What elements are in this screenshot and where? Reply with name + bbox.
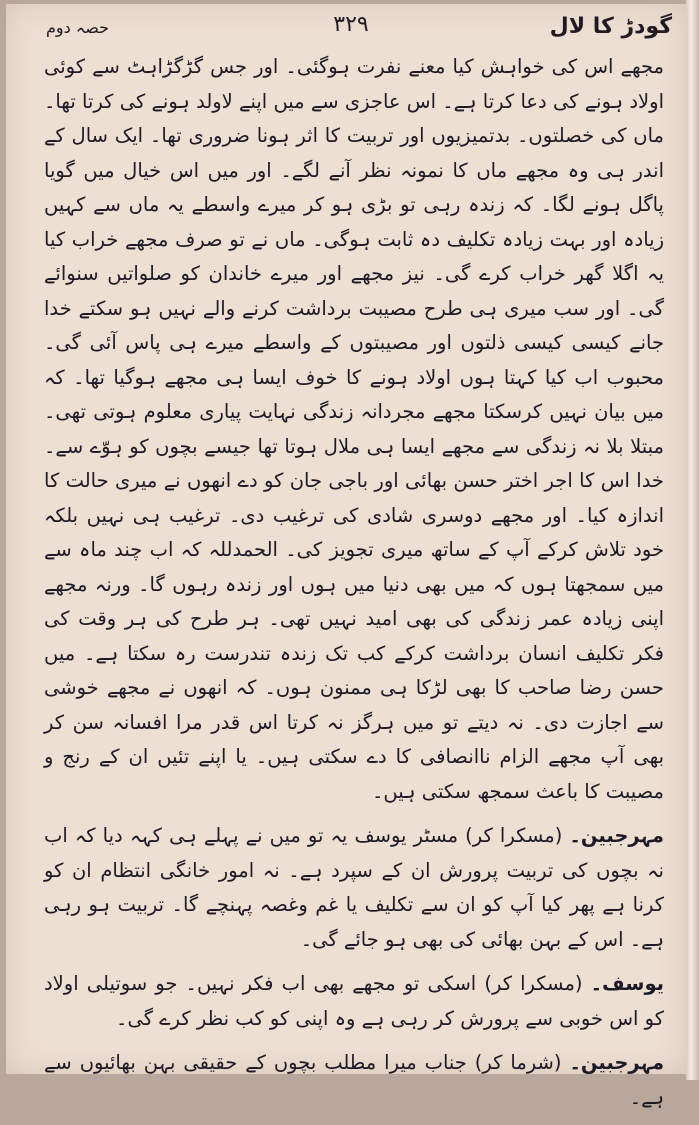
paragraph (44, 50, 664, 809)
speaker-name: مہرجبین۔ (569, 824, 664, 847)
paragraph-text: (مسکرا کر) اسکی تو مجھے بھی اب فکر نہیں۔ جو سوتیلی اولاد کو اس خوبی سے پرورش کر رہی ہے وہ اپنی کو کب نظر کرے گی۔ (44, 972, 664, 1030)
page-edge (686, 0, 699, 1080)
page-header (6, 10, 686, 50)
paragraph-text: مجھے اس کی خواہش کیا معنے نفرت ہوگئی۔ اور جس گڑگڑاہٹ سے کوئی اولاد ہونے کی دعا کرتا ہے۔ اس عاجزی سے میں اپنے لاولد ہونے کی کرتا تھا۔ ماں کی خصلتوں۔ بدتمیزیوں اور تربیت کا اثر ہونا ضروری تھا۔ ایک سال کے اندر ہی وہ مجھے ماں کا نمونہ نظر آنے لگے۔ اور میں اس خیال میں گویا پاگل ہونے لگا۔ کہ زندہ رہی تو بڑی ہو کر میرے واسطے یہ ماں سے کہیں زیادہ اور بہت زیادہ تکلیف دہ ثابت ہوگی۔ ماں نے تو صرف مجھے خراب کیا یہ اگلا گھر خراب کرے گی۔ نیز مجھے اور میرے خاندان کو صلواتیں سنوائے گی۔ اور سب میری ہی طرح مصیبت برداشت کرنے والے نہیں ہو سکتے خدا جانے کیسی کیسی ذلتوں اور مصیبتوں کے واسطے میرے ہی پاس آئی گی۔ محبوب اب کیا کہتا ہوں اولاد ہونے کا خوف ایسا ہی مجھے ہوگیا تھا۔ کہ میں بیان نہیں کرسکتا مجھے مجردانہ زندگی نہایت پیاری معلوم ہوتی تھی۔ مبتلا بلا نہ زندگی سے مجھے ایسا ہی ملال ہوتا تھا جیسے بچوں کو ہوّے سے۔ خدا اس کا اجر اختر حسن بھائی اور باجی جان کو دے انھوں نے میری حالت کا اندازہ کیا۔ اور مجھے دوسری شادی کی ترغیب دی۔ ترغیب ہی نہیں بلکہ خود تلاش کرکے آپ کے ساتھ میری تجویز کی۔ الحمدللہ کہ اب چند ماہ سے میں سمجھتا ہوں کہ میں بھی دنیا میں ہوں اور زندہ رہوں گا۔ ورنہ مجھے اپنی زیادہ عمر زندگی کی بھی امید نہیں تھی۔ ہر طرح کی ہر وقت کی فکر تکلیف انسان برداشت کرکے کب تک زندہ تندرست رہ سکتا ہے۔ میں حسن رضا صاحب کا بھی لڑکا ہی ممنون ہوں۔ کہ انھوں نے مجھے خوشی سے اجازت دی۔ نہ دیتے تو میں ہرگز نہ کرتا اس قدر مرا افسانہ سن کر بھی آپ مجھے الزام ناانصافی کا دے سکتی ہیں۔ یا اپنے تئیں ان کے رنج و مصیبت کا باعث سمجھ سکتی ہیں۔ (44, 55, 664, 803)
book-page (6, 4, 686, 1109)
paragraph-text: (شرما کر) جناب میرا مطلب بچوں کے حقیقی بہن بھائیوں سے ہے۔ (44, 1051, 664, 1109)
page-number: ۳۲۹ (333, 12, 369, 37)
book-title: گودڑ کا لال (549, 14, 672, 39)
dialogue-paragraph (44, 819, 664, 957)
speaker-name: مہرجبین۔ (569, 1051, 665, 1074)
page-body (44, 50, 664, 1125)
dialogue-paragraph (44, 1046, 664, 1115)
paragraph-text: (مسکرا کر) مسٹر یوسف یہ تو میں نے پہلے ہی کہہ دیا کہ اب نہ بچوں کی تربیت پرورش ان کے سپرد ہے۔ نہ امور خانگی انتظام ان کو کرنا ہے پھر کیا آپ کو ان سے تکلیف یا غم وغصہ پہنچے گا۔ تربیت ہو رہی ہے۔ اس کے بہن بھائی کی بھی ہو جائے گی۔ (44, 824, 664, 951)
dialogue-paragraph (44, 967, 664, 1036)
part-label: حصہ دوم (46, 18, 109, 37)
speaker-name: یوسف۔ (590, 972, 664, 995)
